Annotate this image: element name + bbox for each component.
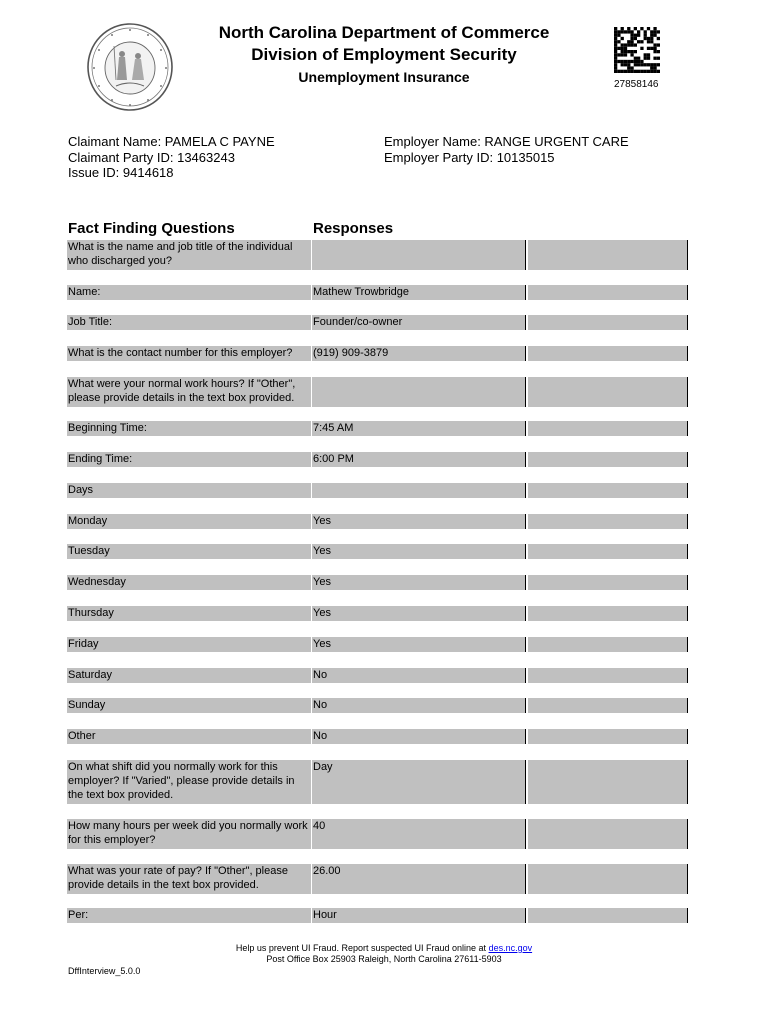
table-row [67,864,688,894]
question-cell: What was your rate of pay? If "Other", please provide details in the text box provided. [67,864,311,894]
question-cell: Saturday [67,668,311,683]
fraud-notice: Help us prevent UI Fraud. Report suspected UI Fraud online at [235,943,487,953]
extra-response-cell [528,575,688,590]
extra-response-cell [528,377,688,407]
extra-response-cell [528,668,688,683]
question-cell: Friday [67,637,311,652]
response-cell: 26.00 [312,864,526,894]
employer-info [384,134,629,165]
extra-response-cell [528,285,688,300]
footer [0,943,768,965]
table-row [67,819,688,849]
barcode-icon [614,27,660,73]
division-title: Division of Employment Security [251,45,517,64]
question-cell: Thursday [67,606,311,621]
response-cell [312,240,526,270]
table-row [67,240,688,270]
extra-response-cell [528,240,688,270]
question-cell: What is the contact number for this employer? [67,346,311,361]
response-cell: Yes [312,575,526,590]
question-cell: Name: [67,285,311,300]
response-cell: No [312,729,526,744]
extra-response-cell [528,864,688,894]
employer-name: Employer Name: RANGE URGENT CARE [384,134,629,149]
response-cell: 6:00 PM [312,452,526,467]
mailing-address: Post Office Box 25903 Raleigh, North Carolina 27611-5903 [266,954,502,964]
extra-response-cell [528,452,688,467]
response-cell: No [312,668,526,683]
response-cell: Founder/co-owner [312,315,526,330]
response-cell: Mathew Trowbridge [312,285,526,300]
question-cell: What were your normal work hours? If "Other", please provide details in the text box provided. [67,377,311,407]
table-row [67,908,688,923]
extra-response-cell [528,908,688,923]
extra-response-cell [528,819,688,849]
extra-response-cell [528,346,688,361]
response-cell: Yes [312,637,526,652]
claimant-info [68,134,275,181]
response-cell: 40 [312,819,526,849]
fraud-link[interactable]: des.nc.gov [488,943,533,953]
extra-response-cell [528,421,688,436]
claimant-party-id: Claimant Party ID: 13463243 [68,149,235,165]
table-row [67,698,688,713]
extra-response-cell [528,514,688,529]
question-cell: Wednesday [67,575,311,590]
response-cell: (919) 909-3879 [312,346,526,361]
question-cell: Other [67,729,311,744]
question-cell: Days [67,483,311,498]
question-cell: Sunday [67,698,311,713]
table-row [67,421,688,436]
extra-response-cell [528,483,688,498]
extra-response-cell [528,637,688,652]
question-cell: On what shift did you normally work for this employer? If "Varied", please provide details in the text box provided. [67,760,311,804]
table-row [67,606,688,621]
question-cell: Ending Time: [67,452,311,467]
response-cell: Yes [312,514,526,529]
question-cell: Beginning Time: [67,421,311,436]
response-cell [312,483,526,498]
response-cell: Yes [312,544,526,559]
extra-response-cell [528,544,688,559]
response-cell: No [312,698,526,713]
table-row [67,729,688,744]
table-row [67,452,688,467]
response-cell [312,377,526,407]
program-title: Unemployment Insurance [298,69,470,85]
responses-header: Responses [313,220,394,237]
question-cell: Monday [67,514,311,529]
department-title: North Carolina Department of Commerce [218,23,550,42]
issue-id: Issue ID: 9414618 [68,165,174,180]
response-cell: 7:45 AM [312,421,526,436]
table-row [67,514,688,529]
response-cell: Day [312,760,526,804]
document-number: 27858146 [614,79,659,90]
claimant-name: Claimant Name: PAMELA C PAYNE [68,134,275,149]
table-row [67,760,688,804]
extra-response-cell [528,729,688,744]
question-cell: Per: [67,908,311,923]
questions-header: Fact Finding Questions [68,220,235,237]
question-cell: How many hours per week did you normally work for this employer? [67,819,311,849]
extra-response-cell [528,698,688,713]
table-row [67,668,688,683]
response-cell: Hour [312,908,526,923]
response-cell: Yes [312,606,526,621]
table-row [67,637,688,652]
table-row [67,575,688,590]
employer-party-id: Employer Party ID: 10135015 [384,149,555,165]
table-row [67,544,688,559]
table-row [67,483,688,498]
table-row [67,315,688,330]
extra-response-cell [528,606,688,621]
question-cell: Tuesday [67,544,311,559]
extra-response-cell [528,760,688,804]
question-cell: What is the name and job title of the individual who discharged you? [67,240,311,270]
table-row [67,377,688,407]
table-row [67,346,688,361]
question-cell: Job Title: [67,315,311,330]
extra-response-cell [528,315,688,330]
form-id: DffInterview_5.0.0 [68,966,141,976]
state-seal-logo [86,22,174,112]
table-row [67,285,688,300]
